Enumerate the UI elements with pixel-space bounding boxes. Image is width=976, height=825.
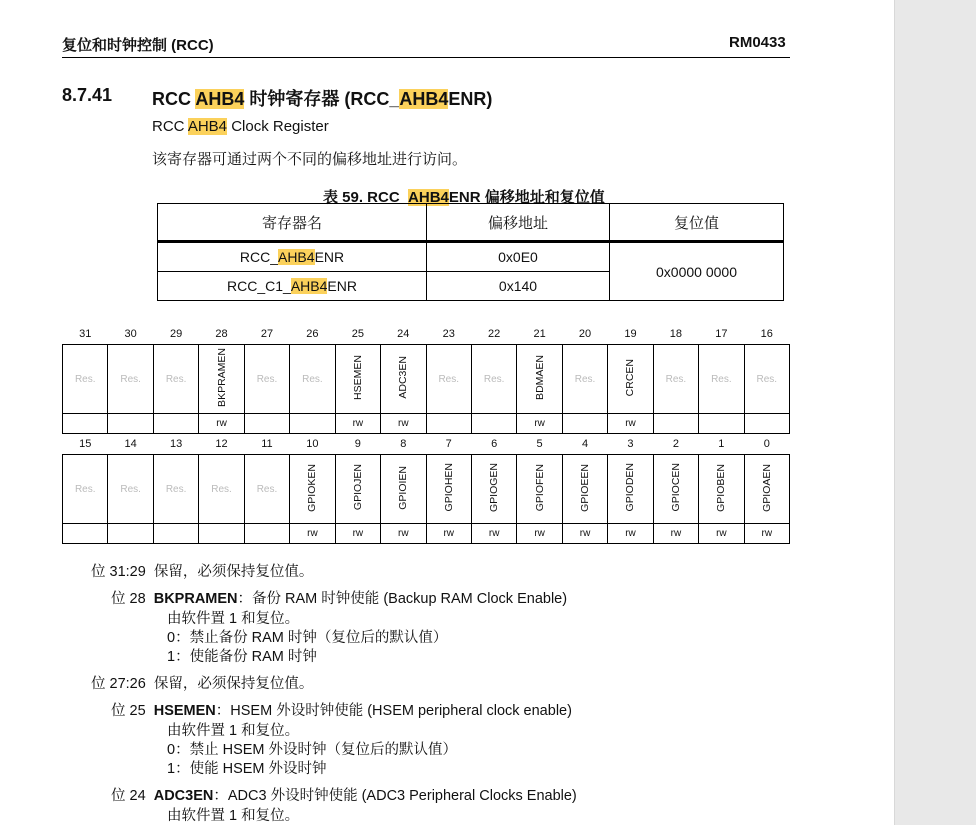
bit-field: [744, 455, 789, 524]
bit-field: [153, 455, 198, 524]
bit-field: [699, 455, 744, 524]
bit-number: 9: [354, 438, 361, 450]
bit-field-name: GPIOHEN: [442, 463, 455, 512]
header-chapter: 复位和时钟控制 (RCC): [62, 37, 214, 54]
col-header-offset: 偏移地址: [427, 204, 610, 242]
bit-number: 11: [261, 438, 273, 450]
bit-28-desc: 位 28 BKPRAMEN：备份 RAM 时钟使能 (Backup RAM Clock Enable): [111, 591, 568, 607]
register-offset: 0x140: [427, 272, 610, 301]
bit-field: [471, 455, 516, 524]
col-header-name: 寄存器名: [158, 204, 427, 242]
bitfield-low: [62, 434, 790, 544]
bit-24-desc: 位 24 ADC3EN：ADC3 外设时钟使能 (ADC3 Peripheral Clocks Enable): [111, 788, 577, 804]
header-doc-id: RM0433: [729, 34, 786, 51]
bit-field: [244, 455, 289, 524]
bit-field-name: CRCEN: [624, 358, 637, 397]
search-highlight: AHB4: [187, 118, 228, 135]
bit-number: 24: [397, 328, 410, 340]
register-offset: 0x0E0: [427, 242, 610, 272]
bit-access: rw: [653, 524, 698, 544]
bit-access: [108, 414, 153, 434]
bit-field: [63, 455, 108, 524]
bit-number: 7: [445, 438, 452, 450]
bit-28-line: 由软件置 1 和复位。: [167, 611, 300, 627]
bit-number: 5: [536, 438, 543, 450]
search-highlight: AHB4: [399, 89, 449, 109]
bit-field: [653, 455, 698, 524]
bit-field: [63, 345, 108, 414]
section-number: 8.7.41: [62, 85, 113, 105]
reserved-label: Res.: [256, 373, 278, 385]
bit-access: [426, 414, 471, 434]
reserved-label: Res.: [74, 373, 96, 385]
bit-field: [562, 455, 607, 524]
reserved-label: Res.: [302, 373, 323, 385]
bit-access: [63, 524, 108, 544]
bit-number: 10: [306, 438, 319, 450]
bit-field-name: GPIOCEN: [669, 463, 682, 512]
bit-field-name: GPIOFEN: [533, 463, 546, 512]
register-offset-table: [157, 203, 784, 301]
reserved-label: Res.: [165, 373, 187, 385]
bit-access: rw: [381, 524, 426, 544]
bit-access: [471, 414, 516, 434]
bit-field: [426, 345, 471, 414]
bit-number: 20: [578, 328, 592, 340]
bit-field: [562, 345, 607, 414]
bit-access: rw: [471, 524, 516, 544]
bit-number: 0: [763, 438, 770, 450]
bit-field: [335, 345, 380, 414]
bit-number: 15: [79, 438, 92, 450]
reserved-label: Res.: [483, 373, 505, 385]
col-header-reset: 复位值: [610, 204, 784, 242]
bit-number: 6: [491, 438, 498, 450]
bit-number: 16: [760, 328, 773, 340]
bit-number: 25: [351, 328, 364, 340]
bit-access: rw: [699, 524, 744, 544]
bit-field: [517, 455, 562, 524]
bit-field-name: GPIOAEN: [760, 463, 773, 512]
header-rule: [62, 57, 790, 58]
bit-number: 23: [442, 328, 455, 340]
reserved-label: Res.: [165, 483, 187, 495]
bit-31-29-desc: 位 31:29 保留，必须保持复位值。: [91, 564, 314, 580]
bit-25-desc: 位 25 HSEMEN：HSEM 外设时钟使能 (HSEM peripheral clock enable): [111, 703, 572, 719]
bit-number: 22: [488, 328, 501, 340]
bit-field-name: GPIOBEN: [715, 463, 728, 512]
bit-field: [108, 345, 153, 414]
bit-field: [199, 455, 244, 524]
bit-number: 8: [400, 438, 407, 450]
bit-number: 2: [672, 438, 679, 450]
bit-number: 1: [718, 438, 725, 450]
section-title: RCC AHB4 时钟寄存器 (RCC_AHB4ENR): [152, 89, 493, 109]
bit-27-26-desc: 位 27:26 保留，必须保持复位值。: [91, 676, 314, 692]
bit-field-name: GPIOIEN: [397, 465, 410, 510]
bit-access: [290, 414, 335, 434]
bit-field: [381, 345, 426, 414]
bit-number: 18: [669, 328, 683, 340]
bit-field: [653, 345, 698, 414]
reserved-label: Res.: [711, 373, 732, 385]
bit-number: 4: [581, 438, 589, 450]
bit-field: [290, 345, 335, 414]
bit-access: rw: [426, 524, 471, 544]
bit-number: 19: [624, 328, 637, 340]
section-intro: 该寄存器可通过两个不同的偏移地址进行访问。: [152, 151, 468, 168]
bit-field: [517, 345, 562, 414]
bit-access: [108, 524, 153, 544]
bit-field-name: GPIOGEN: [488, 462, 501, 512]
bit-field: [471, 345, 516, 414]
bit-field: [108, 455, 153, 524]
bit-access: rw: [381, 414, 426, 434]
bit-field: [199, 345, 244, 414]
bit-25-line: 1：使能 HSEM 外设时钟: [167, 761, 327, 777]
bit-access: rw: [562, 524, 607, 544]
bit-28-line: 0：禁止备份 RAM 时钟（复位后的默认值）: [167, 630, 448, 646]
bit-access: rw: [335, 414, 380, 434]
bit-number: 31: [79, 328, 92, 340]
bit-access: rw: [744, 524, 789, 544]
bit-number: 21: [533, 328, 546, 340]
reserved-label: Res.: [256, 483, 278, 495]
register-name: RCC_C1_AHB4ENR: [158, 272, 427, 301]
bit-24-line: 由软件置 1 和复位。: [167, 808, 300, 824]
bit-access: rw: [608, 524, 653, 544]
bit-number: 27: [260, 328, 274, 340]
bit-field: [290, 455, 335, 524]
bit-field-name: ADC3EN: [397, 356, 410, 399]
viewer-side-panel: [894, 0, 976, 825]
reserved-label: Res.: [665, 373, 687, 385]
bit-number: 30: [124, 328, 137, 340]
table-caption: 表 59. RCC_AHB4ENR 偏移地址和复位值: [323, 189, 605, 206]
reserved-label: Res.: [120, 483, 141, 495]
bit-field-name: BDMAEN: [533, 355, 546, 400]
bit-field-name: GPIODEN: [624, 463, 637, 512]
bit-access: rw: [290, 524, 335, 544]
bit-field: [381, 455, 426, 524]
bit-access: rw: [199, 414, 244, 434]
bit-number: 17: [715, 328, 728, 340]
bit-access: [244, 524, 289, 544]
reserved-label: Res.: [574, 373, 596, 385]
bit-access: [199, 524, 244, 544]
bit-number: 29: [169, 328, 183, 340]
bit-number: 12: [215, 438, 228, 450]
bit-number: 28: [215, 328, 228, 340]
bit-field-name: GPIOKEN: [306, 463, 319, 512]
bit-field: [608, 345, 653, 414]
register-reset: 0x0000 0000: [610, 242, 784, 301]
reserved-label: Res.: [120, 373, 141, 385]
bit-number: 3: [627, 438, 634, 450]
bit-field: [608, 455, 653, 524]
bit-field: [744, 345, 789, 414]
bitfield-high: [62, 324, 790, 434]
search-highlight: AHB4: [290, 278, 328, 294]
bit-field-name: HSEMEN: [351, 355, 364, 400]
bit-28-line: 1：使能备份 RAM 时钟: [167, 649, 317, 665]
bit-field: [244, 345, 289, 414]
bit-field-name: GPIOJEN: [351, 464, 364, 511]
bit-access: [744, 414, 789, 434]
bit-field: [699, 345, 744, 414]
search-highlight: AHB4: [408, 189, 449, 206]
bit-access: [153, 524, 198, 544]
reserved-label: Res.: [211, 483, 232, 495]
bit-field: [153, 345, 198, 414]
bit-access: rw: [608, 414, 653, 434]
bit-access: [653, 414, 698, 434]
bit-25-line: 0：禁止 HSEM 外设时钟（复位后的默认值）: [167, 742, 458, 758]
section-subtitle: RCC AHB4 Clock Register: [152, 118, 329, 135]
bit-access: [562, 414, 607, 434]
register-name: RCC_AHB4ENR: [158, 242, 427, 272]
bit-number: 26: [306, 328, 319, 340]
search-highlight: AHB4: [277, 249, 315, 265]
table-row: [158, 242, 784, 272]
bit-field: [426, 455, 471, 524]
reserved-label: Res.: [438, 373, 459, 385]
bit-25-line: 由软件置 1 和复位。: [167, 723, 300, 739]
bit-access: [244, 414, 289, 434]
bit-access: [153, 414, 198, 434]
bit-access: rw: [335, 524, 380, 544]
reserved-label: Res.: [756, 373, 778, 385]
bit-access: rw: [517, 414, 562, 434]
reserved-label: Res.: [74, 483, 96, 495]
bit-access: [63, 414, 108, 434]
bit-number: 13: [169, 438, 183, 450]
bit-field-name: BKPRAMEN: [215, 348, 228, 407]
bit-access: [699, 414, 744, 434]
bit-field: [335, 455, 380, 524]
bit-number: 14: [124, 438, 137, 450]
bit-access: rw: [517, 524, 562, 544]
bit-field-name: GPIOEEN: [579, 463, 592, 512]
search-highlight: AHB4: [195, 89, 245, 109]
